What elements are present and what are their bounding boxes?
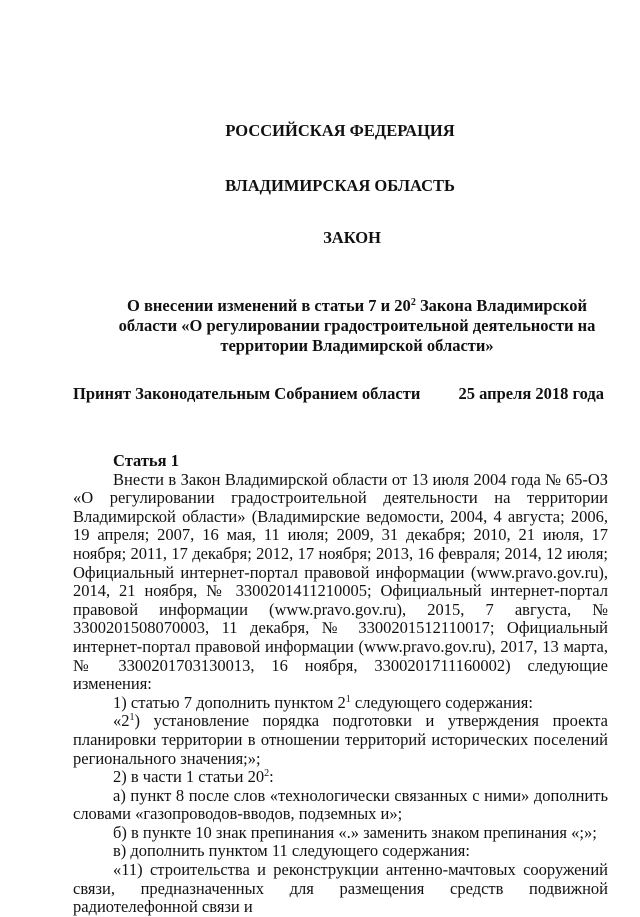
quote-1-tail: ) установление порядка подготовки и утверждения проекта планировки территории в отношении территорий исторических поселений регионального значения;»; — [73, 711, 608, 768]
country-heading: РОССИЙСКАЯ ФЕДЕРАЦИЯ — [225, 121, 455, 140]
adoption-date: 25 апреля 2018 года — [458, 384, 604, 403]
region-heading: ВЛАДИМИРСКАЯ ОБЛАСТЬ — [225, 176, 455, 195]
item-1 — [73, 694, 608, 713]
article-body — [73, 452, 608, 917]
doc-type-heading: ЗАКОН — [323, 228, 381, 247]
item-1-text: 1) статью 7 дополнить пунктом 2 — [113, 692, 346, 712]
item-2-tail: : — [269, 767, 274, 787]
quote-1-text: «2 — [113, 711, 130, 731]
article-heading: Статья 1 — [113, 451, 179, 470]
subitem-a: а) пункт 8 после слов «технологически связанных с ними» дополнить словами «газопроводов-вводов, подземных и»; — [73, 785, 608, 824]
quote-1 — [73, 712, 608, 768]
item-1-tail: следующего содержания: — [350, 692, 533, 712]
law-title-superscript: 2 — [410, 297, 416, 308]
law-title-part2: Закона Владимирской области «О регулировании градостроительной деятельности на территории Владимирской области» — [118, 296, 596, 355]
law-title — [110, 296, 604, 356]
quote-2: «11) строительства и реконструкции антенно-мачтовых сооружений связи, предназначенных для размещения средств подвижной радиотелефонной связи и — [73, 860, 608, 917]
subitem-b: б) в пункте 10 знак препинания «.» заменить знаком препинания «;»; — [113, 822, 597, 842]
article-intro: Внести в Закон Владимирской области от 13 июля 2004 года № 65-ОЗ «О регулировании градостроительной деятельности на территории Владимирской области» (Владимирские ведомости, 2004, 4 августа; 2006, 19 апреля; 2007, 16 мая, 11 июля; 2009, 31 декабря; 2010, 21 июля, 17 ноября; 2011, 17 декабря; 2012, 17 ноября; 2013, 16 февраля; 2014, 12 июля; Официальный интернет-портал правовой информации (www.pravo.gov.ru), 2014, 21 ноября, № 3300201411210005; Официальный интернет-портал правовой информации (www.pravo.gov.ru), 2015, 7 августа, № 3300201508070003, 11 декабря, № 3300201512110017; Официальный интернет-портал правовой информации (www.pravo.gov.ru), 2017, 13 марта, № 3300201703130013, 16 ноября, 3300201711160002) следующие изменения: — [73, 469, 608, 694]
item-2-sup: 2 — [264, 768, 270, 780]
item-1-sup: 1 — [345, 693, 351, 705]
law-title-part1: О внесении изменений в статьи 7 и 20 — [127, 296, 411, 315]
item-2-text: 2) в части 1 статьи 20 — [113, 767, 265, 787]
adoption-line — [73, 384, 604, 404]
subitem-c: в) дополнить пунктом 11 следующего содержания: — [113, 841, 470, 861]
adopted-by: Принят Законодательным Собранием области — [73, 384, 421, 403]
item-2 — [73, 768, 608, 787]
quote-1-sup: 1 — [129, 712, 135, 724]
